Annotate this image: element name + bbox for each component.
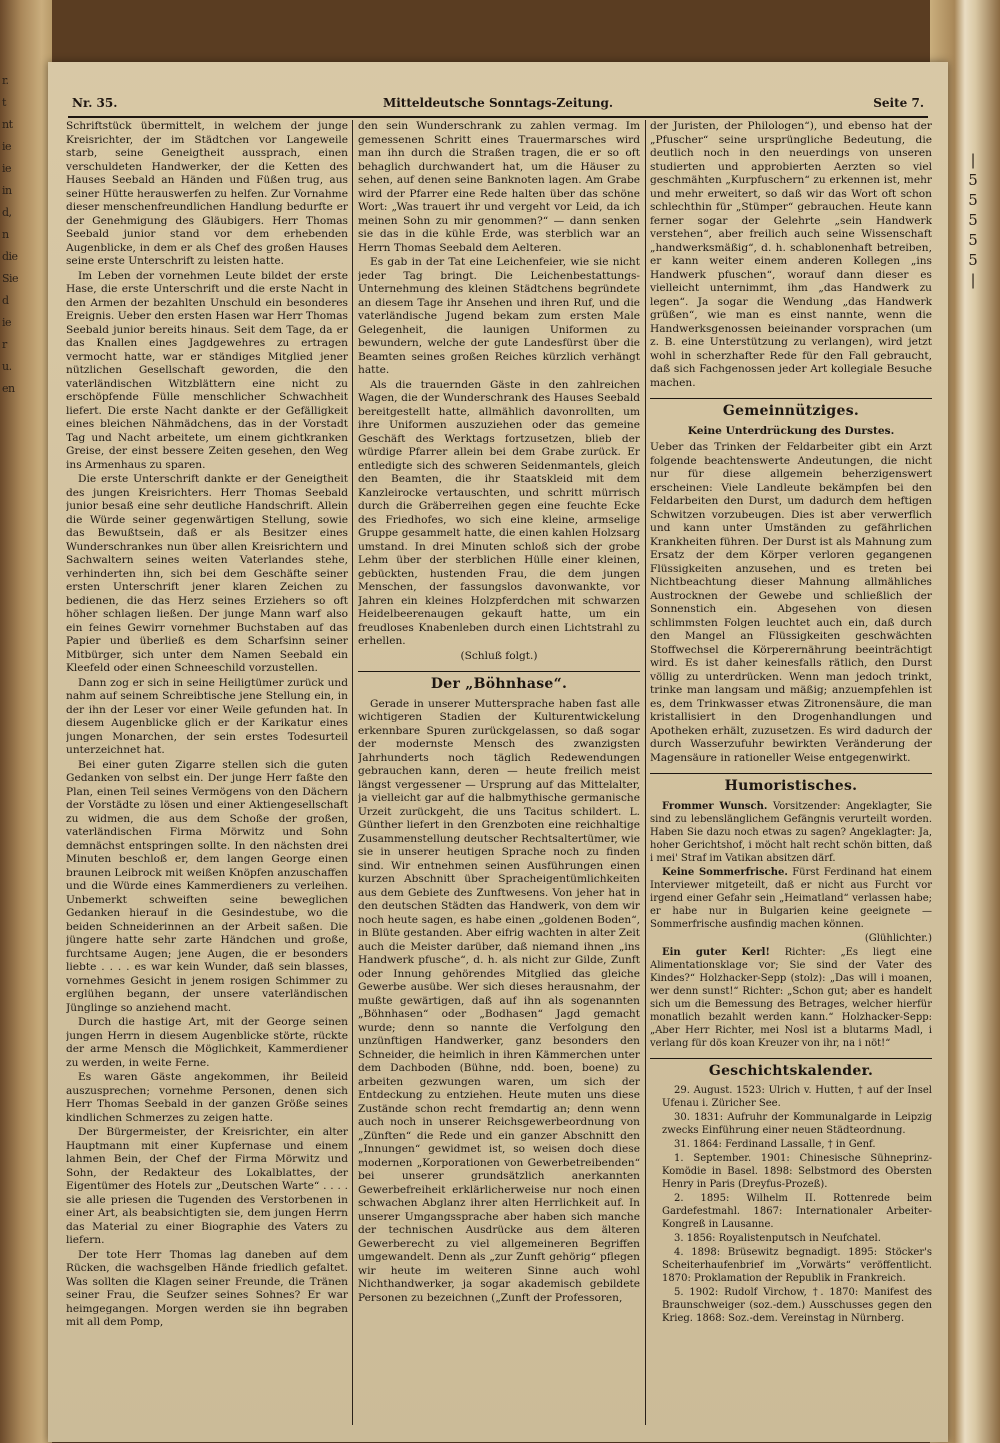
column-rule-2 bbox=[645, 120, 646, 1425]
calendar-entry: 5. 1902: Rudolf Virchow, †. 1870: Manifest des Braunschweiger (soz.-dem.) Ausschusses gegen den Krieg. 1868: Soz.-dem. Vereinstag in Nürnberg. bbox=[662, 1287, 932, 1324]
paragraph: Der Bürgermeister, der Kreisrichter, ein alter Hauptmann mit einer Kupfernase und einem lahmen Bein, der Chef der Firma Mörwitz und Sohn, der Redakteur des Lokalblattes, der Eigentümer des Hotels zur „Deutschen Warte“ . . . . sie alle priesen die Tugenden des Verstorbenen in einer Art, als beabsichtigten sie, dem jungen Herrn das Material zu einer Biographie des Vaters zu liefern. bbox=[66, 1126, 348, 1246]
joke-text: Richter: „Es liegt eine Alimentationsklage vor; Sie sind der Vater des Kindes?“ Holzhacker-Sepp (stolz): „Das will i moanen, wer denn sunst!“ Richter: „Schon gut; aber es handelt sich um die Bemessung des Betrages, welcher hierfür monatlich bezahlt werden kann.“ Holzhacker-Sepp: „Aber Herr Richter, mei Nosl ist a blutarms Madl, i verlang für dös koan Kreuzer von ihr, na i nöt!“ bbox=[650, 946, 932, 1049]
subheading-durst: Keine Unterdrückung des Durstes. bbox=[687, 424, 895, 437]
calendar-entry: 2. 1895: Wilhelm II. Rottenrede beim Gardefestmahl. 1867: Internationaler Arbeiter-Kongreß in Lausanne. bbox=[662, 1193, 932, 1230]
paragraph: Es waren Gäste angekommen, ihr Beileid auszusprechen; vornehme Personen, denen sich Herr Thomas Seebald in der ganzen Größe seines kindlichen Schmerzes zu zeigen hatte. bbox=[66, 1071, 348, 1124]
joke-title: Ein guter Kerl! bbox=[662, 946, 770, 958]
paragraph: den sein Wunderschrank zu zahlen vermag. Im gemessenen Schritt eines Trauermarsches wird man ihn durch die Straßen tragen, die er so oft behaglich durchwandert hat, um die Häuser zu sehen, auf denen seine Banknoten lagen. Am Grabe wird der Pfarrer eine Rede halten über das schöne Wort: „Was trauert ihr und vergeht vor Leid, da ich meinen Sohn zu mir genommen?“ — dann senken sie das in die kühle Erde, was sterblich war an Herrn Thomas Seebald dem Aelteren. bbox=[358, 120, 640, 254]
paragraph: Im Leben der vornehmen Leute bildet der erste Hase, die erste Unterschrift und die erste Nacht in den Armen der bezahlten Unschuld ein besonderes Ereignis. Ueber den ersten Hasen war Herr Thomas Seebald junior bereits hinaus. Seit dem Tage, da er das Knallen eines Jagdgewehres zu ertragen vermocht hatte, war er ständiges Mitglied jener nützlichen Gesellschaft geworden, die den vaterländischen Witzblättern eine nicht zu erschöpfende Fülle menschlicher Schwachheit liefert. Die erste Nacht dankte er der Gefälligkeit eines bleichen Nähmädchens, das in der Vorstadt Tag und Nacht arbeitete, um einem gichtkranken Greise, der einst bessere Zeiten gesehen, den Weg ins Armenhaus zu sparen. bbox=[66, 269, 348, 471]
column-rule-1 bbox=[352, 120, 353, 1425]
calendar-entry: 4. 1898: Brüsewitz begnadigt. 1895: Stöcker's Scheiterhaufenbrief im „Vorwärts“ veröffentlicht. 1870: Proklamation der Republik in Frankreich. bbox=[662, 1247, 932, 1284]
right-edge-marks: | 5 5 5 5 5 | bbox=[968, 151, 978, 289]
calendar-entry: 29. August. 1523: Ulrich v. Hutten, † auf der Insel Ufenau i. Züricher See. bbox=[662, 1085, 932, 1109]
paragraph: Als die trauernden Gäste in den zahlreichen Wagen, die der Wunderschrank des Hauses Seebald bereitgestellt hatte, allmählich davonrollten, um ihre Uniformen auszuziehen oder das gemeine Geschäft des Werktags fortzusetzen, blieb der würdige Pfarrer allein bei dem Grabe zurück. Er entledigte sich des schweren Seidenmantels, gleich den Beamten, die ihr Staatskleid mit dem Kanzleirocke vertauschten, und schritt mürrisch durch die Gräberreihen gegen eine feuchte Ecke des Friedhofes, wo sich eine kleine, armselige Gruppe gesammelt hatte, die einen kahlen Holzsarg umstand. In drei Minuten schloß sich der grobe Lehm über der sterblichen Hülle einer kleinen, gebückten, hustenden Frau, die dem jungen Menschen, der fassungslos davonwankte, vor Jahren ein kleines Holzpferdchen mit schwarzen Heidelbeerenaugen gekauft hatte, um ein freudloses Knabenleben durch einen Lichtstrahl zu erhellen. bbox=[358, 378, 640, 647]
column-1 bbox=[66, 120, 348, 1425]
calendar-entry: 3. 1856: Royalistenputsch in Neufchatel. bbox=[674, 1233, 881, 1244]
article-title-boehnhase: Der „Böhnhase“. bbox=[358, 671, 640, 692]
left-adjacent-page bbox=[0, 0, 52, 1443]
newspaper-page bbox=[48, 62, 948, 1442]
issue-number: Nr. 35. bbox=[72, 96, 118, 110]
page-number: Seite 7. bbox=[873, 96, 924, 110]
section-title-gemeinnuetziges: Gemeinnütziges. bbox=[650, 398, 932, 419]
paragraph: Schriftstück übermittelt, in welchem der junge Kreisrichter, der im Städtchen vor Langeweile starb, seine Geneigtheit aussprach, einen verschuldeten Handwerker, der die Ketten des Hauses Seebald an Händen und Füßen trug, aus seiner Hütte herauswerfen zu helfen. Zur Vornahme dieser menschenfreundlichen Handlung bedurfte er der Genehmigung des Gläubigers. Herr Thomas Seebald junior stand vor dem erhebenden Augenblicke, in dem er als Chef des großen Hauses seine erste Unterschrift zu leisten hatte. bbox=[66, 120, 348, 267]
paragraph: Gerade in unserer Muttersprache haben fast alle wichtigeren Stadien der Kulturentwickelung erkennbare Spuren zurückgelassen, so daß sogar der modernste Mensch des zwanzigsten Jahrhunderts noch täglich Redewendungen gebrauchen kann, deren — heute freilich meist längst vergessener — Ursprung auf das Mittelalter, ja vielleicht gar auf die halbmythische germanische Urzeit zurückgeht, die uns Tacitus schildert. L. Günther liefert in den Grenzboten eine reichhaltige Zusammenstellung deutscher Rechtsaltertümer, wie sie in unserer heutigen Sprache noch zu finden sind. Wir entnehmen seinen Ausführungen einen kurzen Abschnitt über Spracheigentümlichkeiten aus dem Gebiete des Zunftwesens. Von jeher hat in den deutschen Städten das Handwerk, von dem wir noch heute sagen, es habe einen „goldenen Boden“, in Blüte gestanden. Aber eifrig wachten in alter Zeit auch die Meister darüber, daß niemand ihnen „ins Handwerk pfusche“, d. h. als nicht zur Gilde, Zunft oder Innung gehörendes Mitglied das gleiche Gewerbe ausübe. Wer sich dieses herausnahm, der mußte gewärtigen, daß auf ihn als sogenannten „Böhnhasen“ oder „Bodhasen“ Jagd gemacht wurde; denn so nannte die Verfolgung den unzünftigen Handwerker, ganz besonders den Schneider, die heimlich in ihren Kämmerchen unter dem Dachboden (Bühne, ndd. boen, boene) zu arbeiten gezwungen waren, um sich der Entdeckung zu entziehen. Heute muten uns diese Zustände schon recht fremdartig an; denn wenn auch noch in unserer Reichsgewerbeordnung von „Zünften“ die Rede und ein ganzer Abschnitt den „Innungen“ gewidmet ist, so weisen doch diese modernen „Korporationen von Gewerbetreibenden“ bei unserer grundsätzlich anerkannten Gewerbefreiheit erklärlicherweise nur noch einen schwachen Abglanz ihrer alten Herrlichkeit auf. In unserer Umgangssprache aber haben sich manche der technischen Ausdrücke aus dem älteren Gewerberecht zu viel allgemeineren Begriffen umgewandelt. Denn als „zur Zunft gehörig“ pflegen wir heute im weiteren Sinne auch wohl Nichthandwerker, ja sogar akademisch gebildete Personen zu bezeichnen („Zunft der Professoren, bbox=[358, 697, 640, 1304]
paragraph: Die erste Unterschrift dankte er der Geneigtheit des jungen Kreisrichters. Herr Thomas Seebald junior besaß eine sehr deutliche Handschrift. Allein die Würde seiner gegenwärtigen Stellung, sowie das Bewußtsein, daß er als Besitzer eines Wunderschrankes nun über allen Kreisrichtern und Sachwaltern seines weiten Vaterlandes stehe, verhinderten ihn, sich bei dem Geschäfte seiner ersten Unterschrift jener klaren Zeichen zu bedienen, die das Herz seines Erziehers so oft höher schlagen ließen. Der junge Mann warf also ein feines Gewirr vornehmer Buchstaben auf das Papier und überließ es dem Scharfsinn seiner Mitbürger, sich unter dem Namen Seebald ein Kleefeld oder einen Schneeschild vorzustellen. bbox=[66, 473, 348, 674]
calendar-entry: 31. 1864: Ferdinand Lassalle, † in Genf. bbox=[674, 1139, 876, 1150]
column-2 bbox=[358, 120, 640, 1425]
calendar-entry: 1. September. 1901: Chinesische Sühneprinz-Komödie in Basel. 1898: Selbstmord des Obersten Henry in Paris (Dreyfus-Prozeß). bbox=[662, 1153, 932, 1190]
joke-title: Keine Sommerfrische. bbox=[662, 866, 788, 878]
joke-text: Fürst Ferdinand hat einem Interviewer mitgeteilt, daß er nicht aus Furcht vor irgend einer Gefahr sein „Heimatland“ verlassen habe; er habe nur in Bulgarien keine geeignete — Sommerfrische ausfindig machen können. bbox=[650, 866, 932, 930]
paragraph: Dann zog er sich in seine Heiligtümer zurück und nahm auf seinem Schreibtische jene Stellung ein, in der ihn der Leser vor einer Weile gefunden hat. In diesem Augenblicke glich er der Karikatur eines jungen Monarchen, der sein erstes Todesurteil unterzeichnet hat. bbox=[66, 676, 348, 756]
newspaper-title: Mitteldeutsche Sonntags-Zeitung. bbox=[382, 96, 614, 110]
joke-title: Frommer Wunsch. bbox=[662, 800, 768, 812]
paragraph: Der tote Herr Thomas lag daneben auf dem Rücken, die wachsgelben Hände friedlich gefaltet. Was sollten die Klagen seiner Freunde, die Tränen seiner Frau, die Seufzer seines Sohnes? Er war heimgegangen. Morgen werden sie ihn begraben mit all dem Pomp, bbox=[66, 1248, 348, 1328]
paragraph: Es gab in der Tat eine Leichenfeier, wie sie nicht jeder Tag bringt. Die Leichenbestattungs-Unternehmung des kleinen Städtchens begründete an diesem Tage ihr Ansehen und ihren Ruf, und die vaterländische Jugend bekam zum ersten Male Gelegenheit, die launigen Uniformen zu bewundern, welche der gute Landesfürst über die Beamten seines großen Reiches kürzlich verhängt hatte. bbox=[358, 256, 640, 376]
joke-source: (Glühlichter.) bbox=[864, 932, 932, 944]
section-title-humoristisches: Humoristisches. bbox=[650, 773, 932, 794]
page-header bbox=[68, 92, 928, 118]
section-title-geschichtskalender: Geschichtskalender. bbox=[650, 1058, 932, 1079]
left-margin-fragments: r. t nt ie ie in d, n die Sie d ie r u. en bbox=[2, 74, 19, 395]
paragraph: Bei einer guten Zigarre stellen sich die guten Gedanken von selbst ein. Der junge Herr faßte den Plan, einen Teil seines Vermögens von den Dächern der Vorstädte zu lösen und einer Aktiengesellschaft zu widmen, die aus dem Schoße der großen, vaterländischen Firma Mörwitz und Sohn demnächst entspringen sollte. In den nächsten drei Minuten beschloß er, dem langen George einen braunen Leibrock mit weißen Knöpfen anzuschaffen und die Würde eines Kammerdieners zu verleihen. Unbemerkt schweiften seine beweglichen Gedanken hierauf in die Gesindestube, wo die beiden Schneiderinnen an der Arbeit saßen. Die jüngere hatte sehr zarte Händchen und große, furchtsame Augen; jene Augen, die er besonders liebte . . . . es war kein Wunder, daß sein blasses, vornehmes Gesicht in jenem rosigen Schimmer zu erglühen begann, der unsere vaterländischen Jünglinge so anziehend macht. bbox=[66, 758, 348, 1014]
to-be-continued: (Schluß folgt.) bbox=[460, 649, 538, 662]
paragraph: Ueber das Trinken der Feldarbeiter gibt ein Arzt folgende beachtenswerte Andeutungen, die nicht nur für diese allgemein beherzigenswert erscheinen: Viele Landleute bekämpfen bei den Feldarbeiten den Durst, um dadurch dem heftigen Schwitzen vorzubeugen. Dies ist aber verwerflich und kann unter Umständen zu gefährlichen Krankheiten führen. Der Durst ist als Mahnung zum Ersatz der dem Körper verloren gegangenen Flüssigkeiten anzusehen, und es treten bei Nichtbeachtung dieser Mahnung allmähliches Austrocknen der Gewebe und schließlich der Sonnenstich ein. Abgesehen von diesen schlimmsten Folgen leuchtet auch ein, daß durch den Mangel an Flüssigkeiten geschwächten Stoffwechsel die Körperernährung beeinträchtigt wird. Es ist daher keinesfalls rätlich, den Durst völlig zu unterdrücken. Wenn man jedoch trinkt, trinke man langsam und mäßig; anzuempfehlen ist es, dem Trinkwasser etwas Zitronensäure, die man kristallisiert in den Drogenhandlungen und Apotheken erhält, zuzusetzen. Es wird dadurch der durch Wasserzufuhr bewirkten Veränderung der Magensäure in rationeller Weise entgegenwirkt. bbox=[650, 441, 932, 764]
calendar-entry: 30. 1831: Aufruhr der Kommunalgarde in Leipzig zwecks Einführung einer neuen Städteordnung. bbox=[662, 1112, 932, 1136]
column-3 bbox=[650, 120, 932, 1425]
joke-text: Vorsitzender: Angeklagter, Sie sind zu lebenslänglichem Gefängnis verurteilt worden. Haben Sie dazu noch etwas zu sagen? Angeklagter: Ja, hoher Gerichtshof, i möcht halt recht schön bitten, daß i mei' Straf im Vatikan absitzen därf. bbox=[650, 800, 932, 864]
paragraph: Durch die hastige Art, mit der George seinen jungen Herrn in diesem Augenblicke störte, rückte der arme Mensch die Möglichkeit, Kammerdiener zu werden, in weite Ferne. bbox=[66, 1016, 348, 1069]
paragraph: der Juristen, der Philologen“), und ebenso hat der „Pfuscher“ seine ursprüngliche Bedeutung, die deutlich noch in den neuerdings von unseren studierten und approbierten Aerzten so viel geschmähten „Kurpfuschern“ zu erkennen ist, mehr und mehr erweitert, so daß wir das Wort oft schon schlechthin für „Stümper“ gebrauchen. Heute kann ferner sogar der Gelehrte „sein Handwerk verstehen“, aber freilich auch seine Wissenschaft „handwerksmäßig“, d. h. schablonenhaft betreiben, er kann weiter einem anderen Kollegen „ins Handwerk pfuschen“, worauf dann dieser es vielleicht unternimmt, ihm „das Handwerk zu legen“. Ja sogar die Wendung „das Handwerk grüßen“, wie man es einst nannte, wenn die Handwerksgenossen beieinander vorsprachen (um z. B. eine Unterstützung zu verlangen), wird jetzt wohl in scherzhafter Rede für den Fall gebraucht, daß sich Fachgenossen jeder Art kollegiale Besuche machen. bbox=[650, 120, 932, 389]
